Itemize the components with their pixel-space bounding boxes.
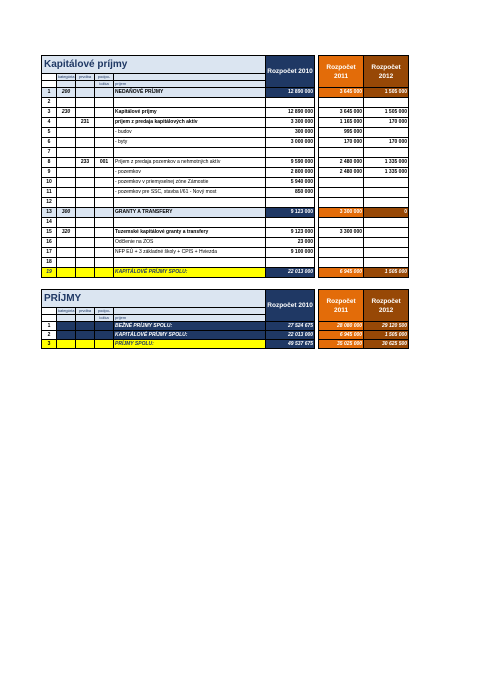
cell-kategoria (57, 148, 76, 158)
sub-header-kategoria: kategória (58, 74, 75, 79)
table-row (42, 208, 409, 218)
cell-2012 (364, 198, 409, 208)
cell-2010 (266, 148, 315, 158)
cell-podpolozka (95, 258, 114, 268)
cell-2011: 28 080 000 (319, 322, 364, 331)
row-number: 2 (42, 331, 57, 340)
cell-2010: 9 590 000 (266, 158, 315, 168)
cell-kategoria (57, 248, 76, 258)
cell-polozka (76, 108, 95, 118)
cell-polozka (76, 98, 95, 108)
table-row (42, 268, 409, 278)
cell-polozka (76, 138, 95, 148)
cell-2010: 22 013 000 (266, 268, 315, 278)
sub-header-prvok: prvdba (76, 74, 95, 81)
cell-2012 (364, 258, 409, 268)
cell-podpolozka (95, 98, 114, 108)
sub-header-podpolozka: podpo- (95, 74, 114, 81)
cell-description (114, 98, 266, 108)
table-row (42, 168, 409, 178)
row-number: 17 (42, 248, 57, 258)
cell-description: - pozemkov v priemyselnej zóne Zámostie (114, 178, 266, 188)
table-row (42, 98, 409, 108)
cell-2011: 6 945 000 (319, 331, 364, 340)
cell-2012: 30 625 500 (364, 340, 409, 349)
cell-podpolozka (95, 138, 114, 148)
cell-description: Kapitálové príjmy (114, 108, 266, 118)
cell-2010: 23 000 (266, 238, 315, 248)
cell-description (114, 198, 266, 208)
cell-polozka (76, 178, 95, 188)
cell-kategoria (57, 178, 76, 188)
table-row (42, 188, 409, 198)
row-number: 4 (42, 118, 57, 128)
cell-2011 (319, 258, 364, 268)
cell-kategoria: 300 (57, 208, 76, 218)
cell-2012: 1 505 000 (364, 331, 409, 340)
income-summary-table (41, 289, 409, 349)
cell-podpolozka (95, 331, 114, 340)
cell-description: - budov (114, 128, 266, 138)
cell-podpolozka (95, 118, 114, 128)
cell-2010: 12 890 000 (266, 88, 315, 98)
table-row (42, 238, 409, 248)
row-number: 15 (42, 228, 57, 238)
cell-2010 (266, 258, 315, 268)
cell-polozka (76, 340, 95, 349)
cell-2011 (319, 248, 364, 258)
cell-podpolozka (95, 228, 114, 238)
cell-2010: 12 890 000 (266, 108, 315, 118)
cell-polozka (76, 322, 95, 331)
cell-podpolozka (95, 268, 114, 278)
cell-2011: 3 645 000 (319, 108, 364, 118)
col-header-2011: Rozpočet 2011 (319, 56, 364, 88)
row-number: 9 (42, 168, 57, 178)
cell-podpolozka (95, 322, 114, 331)
cell-2012 (364, 98, 409, 108)
cell-kategoria (57, 268, 76, 278)
table-row (42, 128, 409, 138)
cell-polozka (76, 218, 95, 228)
cell-podpolozka (95, 218, 114, 228)
row-number: 3 (42, 108, 57, 118)
cell-kategoria (57, 138, 76, 148)
table-row (42, 88, 409, 98)
cell-2012: 29 120 500 (364, 322, 409, 331)
summary-col-header-2010: Rozpočet 2010 (266, 290, 315, 322)
row-number: 11 (42, 188, 57, 198)
cell-2012: 1 505 000 (364, 88, 409, 98)
summary-col-header-2011: Rozpočet 2011 (319, 290, 364, 322)
cell-2012: 1 335 000 (364, 168, 409, 178)
cell-2011: 3 300 000 (319, 208, 364, 218)
cell-description: PRÍJMY SPOLU: (114, 340, 266, 349)
cell-2010: 850 000 (266, 188, 315, 198)
cell-polozka: 233 (76, 158, 95, 168)
row-number: 10 (42, 178, 57, 188)
cell-podpolozka (95, 148, 114, 158)
cell-polozka (76, 208, 95, 218)
cell-description: KAPITÁLOVÉ PRÍJMY SPOLU: (114, 331, 266, 340)
col-header-2010: Rozpočet 2010 (266, 56, 315, 88)
sub-header-podpolozka-2: ložka (95, 81, 114, 88)
cell-description: NEDAŇOVÉ PRÍJMY (114, 88, 266, 98)
cell-kategoria (57, 128, 76, 138)
cell-description: Tuzemské kapitálové granty a transfery (114, 228, 266, 238)
cell-description (114, 218, 266, 228)
summary-title: PRÍJMY (42, 290, 266, 308)
cell-podpolozka (95, 340, 114, 349)
cell-description (114, 148, 266, 158)
cell-description: NFP EÚ + 3 základné školy + CPIS + Hviezda (114, 248, 266, 258)
cell-2010: 2 800 000 (266, 168, 315, 178)
row-number: 16 (42, 238, 57, 248)
row-number: 18 (42, 258, 57, 268)
cell-2012 (364, 248, 409, 258)
row-number: 8 (42, 158, 57, 168)
cell-2012 (364, 188, 409, 198)
capital-income-table (41, 55, 409, 278)
cell-polozka (76, 88, 95, 98)
cell-2011: 995 000 (319, 128, 364, 138)
cell-2012: 170 000 (364, 138, 409, 148)
row-number: 1 (42, 322, 57, 331)
cell-2010: 22 013 000 (266, 331, 315, 340)
cell-podpolozka (95, 128, 114, 138)
cell-2010 (266, 98, 315, 108)
cell-podpolozka (95, 88, 114, 98)
cell-2010: 9 123 000 (266, 228, 315, 238)
summary-sub-header-podpolozka: podpo- (95, 308, 114, 315)
cell-2012: 1 505 000 (364, 108, 409, 118)
cell-2011: 6 945 000 (319, 268, 364, 278)
cell-2011 (319, 178, 364, 188)
cell-podpolozka (95, 198, 114, 208)
row-number: 1 (42, 88, 57, 98)
cell-kategoria (57, 238, 76, 248)
cell-podpolozka (95, 108, 114, 118)
cell-description: Odčlenie na ZOS (114, 238, 266, 248)
cell-2010: 49 537 675 (266, 340, 315, 349)
cell-2011: 3 300 000 (319, 228, 364, 238)
cell-2010: 5 940 000 (266, 178, 315, 188)
table-row (42, 228, 409, 238)
cell-podpolozka (95, 188, 114, 198)
table-row (42, 198, 409, 208)
cell-polozka (76, 258, 95, 268)
table-row (42, 322, 409, 331)
cell-2011 (319, 148, 364, 158)
table-row (42, 340, 409, 349)
cell-polozka (76, 228, 95, 238)
cell-description: - pozemkov (114, 168, 266, 178)
cell-2010: 3 000 000 (266, 138, 315, 148)
cell-kategoria: 230 (57, 108, 76, 118)
cell-description: príjem z predaja kapitálových aktív (114, 118, 266, 128)
cell-2012 (364, 238, 409, 248)
cell-polozka (76, 248, 95, 258)
table-row (42, 148, 409, 158)
cell-polozka (76, 198, 95, 208)
row-number: 7 (42, 148, 57, 158)
summary-sub-header-prijem: príjem (114, 315, 266, 322)
cell-kategoria: 200 (57, 88, 76, 98)
cell-2011: 2 480 000 (319, 168, 364, 178)
cell-2012: 1 505 000 (364, 268, 409, 278)
cell-polozka (76, 331, 95, 340)
cell-description: KAPITÁLOVÉ PRÍJMY SPOLU: (114, 268, 266, 278)
sub-header-prijem: príjem (114, 81, 266, 88)
table-row (42, 258, 409, 268)
summary-col-header-2012: Rozpočet 2012 (364, 290, 409, 322)
cell-kategoria (57, 98, 76, 108)
cell-2012 (364, 178, 409, 188)
cell-2011: 3 645 000 (319, 88, 364, 98)
cell-podpolozka (95, 168, 114, 178)
cell-kategoria (57, 218, 76, 228)
cell-kategoria (57, 168, 76, 178)
row-number: 5 (42, 128, 57, 138)
table-row (42, 218, 409, 228)
cell-description: GRANTY A TRANSFERY (114, 208, 266, 218)
table-row (42, 108, 409, 118)
cell-2011: 170 000 (319, 138, 364, 148)
table-row (42, 138, 409, 148)
cell-kategoria (57, 118, 76, 128)
table-row (42, 331, 409, 340)
cell-description (114, 258, 266, 268)
cell-description: - pozemkov pre SSC, stavba I/61 - Nový most (114, 188, 266, 198)
row-number: 13 (42, 208, 57, 218)
cell-2010: 3 300 000 (266, 118, 315, 128)
cell-2010: 9 123 000 (266, 208, 315, 218)
cell-podpolozka: 001 (95, 158, 114, 168)
row-number: 19 (42, 268, 57, 278)
cell-polozka (76, 148, 95, 158)
cell-polozka (76, 128, 95, 138)
cell-2011 (319, 198, 364, 208)
cell-description: BEŽNÉ PRÍJMY SPOLU: (114, 322, 266, 331)
cell-kategoria (57, 158, 76, 168)
cell-2011: 2 480 000 (319, 158, 364, 168)
cell-podpolozka (95, 238, 114, 248)
cell-kategoria (57, 331, 76, 340)
row-number: 2 (42, 98, 57, 108)
summary-sub-header-kategoria: kategória (58, 308, 75, 313)
row-number: 3 (42, 340, 57, 349)
cell-2010: 300 000 (266, 128, 315, 138)
summary-sub-header-podpolozka-2: ložka (95, 315, 114, 322)
cell-2011 (319, 188, 364, 198)
table-row (42, 158, 409, 168)
cell-kategoria (57, 188, 76, 198)
cell-podpolozka (95, 178, 114, 188)
cell-podpolozka (95, 208, 114, 218)
row-number: 12 (42, 198, 57, 208)
cell-podpolozka (95, 248, 114, 258)
cell-polozka (76, 168, 95, 178)
summary-sub-header-prvok: prvdba (76, 308, 95, 315)
cell-kategoria: 320 (57, 228, 76, 238)
cell-2012: 170 000 (364, 118, 409, 128)
col-header-2012: Rozpočet 2012 (364, 56, 409, 88)
cell-kategoria (57, 198, 76, 208)
cell-2011 (319, 238, 364, 248)
cell-2011 (319, 218, 364, 228)
cell-description: - byty (114, 138, 266, 148)
cell-polozka (76, 238, 95, 248)
cell-2011: 35 025 000 (319, 340, 364, 349)
cell-polozka (76, 188, 95, 198)
cell-2010: 27 524 675 (266, 322, 315, 331)
cell-2011: 1 165 000 (319, 118, 364, 128)
cell-kategoria (57, 340, 76, 349)
cell-kategoria (57, 322, 76, 331)
cell-2012: 1 335 000 (364, 158, 409, 168)
cell-2010: 9 100 000 (266, 248, 315, 258)
table-row (42, 118, 409, 128)
cell-polozka: 231 (76, 118, 95, 128)
cell-polozka (76, 268, 95, 278)
cell-kategoria (57, 258, 76, 268)
table-row (42, 248, 409, 258)
cell-description: Príjem z predaja pozemkov a nehmotných aktív (114, 158, 266, 168)
table-row (42, 178, 409, 188)
cell-2012: 0 (364, 208, 409, 218)
row-number: 6 (42, 138, 57, 148)
cell-2012 (364, 148, 409, 158)
cell-2012 (364, 128, 409, 138)
cell-2010 (266, 198, 315, 208)
table-title: Kapitálové príjmy (42, 56, 266, 74)
cell-2010 (266, 218, 315, 228)
cell-2012 (364, 218, 409, 228)
cell-2011 (319, 98, 364, 108)
cell-2012 (364, 228, 409, 238)
row-number: 14 (42, 218, 57, 228)
